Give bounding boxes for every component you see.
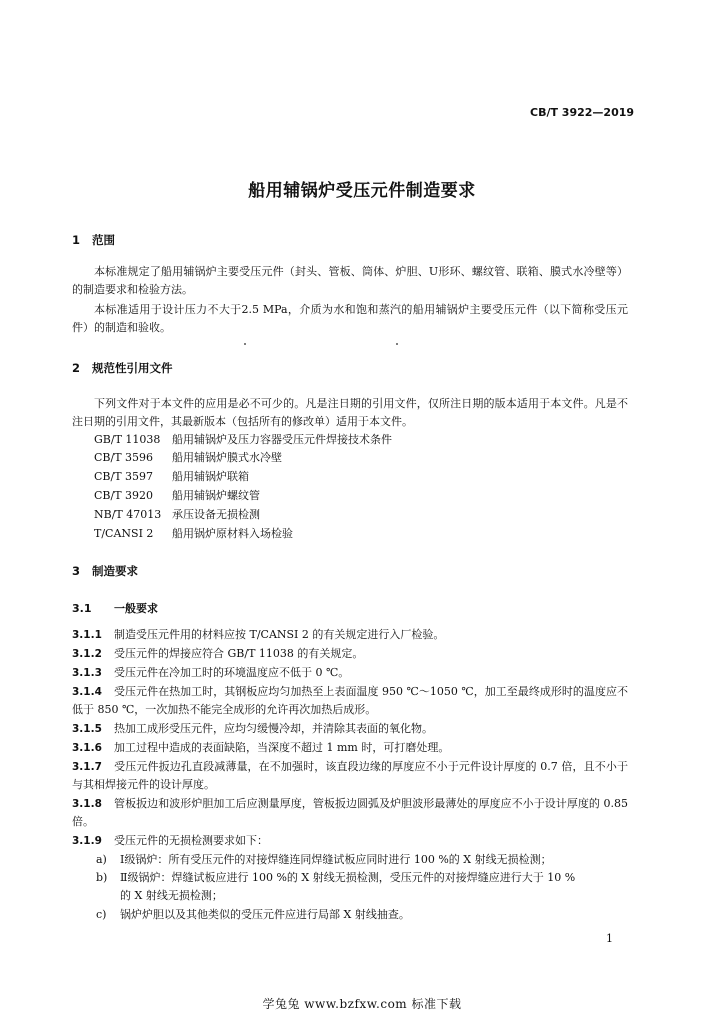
clause	[72, 720, 628, 738]
clause	[72, 739, 628, 757]
clause-number: 3.1.5	[72, 723, 102, 735]
reference-code: CB/T 3920	[94, 489, 154, 502]
clause-number: 3.1.9	[72, 835, 102, 847]
references-intro: 下列文件对于本文件的应用是必不可少的。凡是注日期的引用文件，仅所注日期的版本适用于本文件。凡是不注日期的引用文件，其最新版本（包括所有的修改单）适用于本文件。	[72, 397, 628, 428]
document-number: CB/T 3922—2019	[530, 106, 635, 119]
reference-code: NB/T 47013	[94, 508, 162, 521]
clause	[72, 645, 628, 663]
clause-text: 受压元件的焊接应符合 GB/T 11038 的有关规定。	[114, 647, 364, 660]
download-footer: 学兔兔 www.bzfxw.com 标准下载	[262, 997, 462, 1011]
list-item	[96, 851, 628, 869]
reference-title: 承压设备无损检测	[172, 508, 260, 521]
list-item	[96, 906, 628, 924]
subsection-title: 一般要求	[114, 602, 158, 615]
list-item-text: Ⅰ级锅炉：所有受压元件的对接焊缝连同焊缝试板应同时进行 100 %的 X 射线无损检测；	[120, 853, 552, 866]
reference-code: GB/T 11038	[94, 433, 161, 446]
page-number: 1	[606, 932, 613, 945]
clause	[72, 795, 628, 831]
section-1-heading	[72, 232, 115, 248]
reference-title: 船用辅锅炉联箱	[172, 470, 249, 483]
reference-title: 船用辅锅炉膜式水冷壁	[172, 451, 282, 464]
section-number: 3	[72, 564, 81, 578]
clause-number: 3.1.4	[72, 686, 102, 698]
document-title: 船用辅锅炉受压元件制造要求	[248, 181, 476, 201]
subsection-3-1-heading	[72, 600, 158, 616]
clause-number: 3.1.8	[72, 798, 102, 810]
scan-speck	[396, 343, 398, 345]
scope-paragraph-2: 本标准适用于设计压力不大于2.5 MPa，介质为水和饱和蒸汽的船用辅锅炉主要受压元件（以下简称受压元件）的制造和验收。	[72, 303, 628, 334]
subsection-number: 3.1	[72, 602, 92, 615]
section-number: 2	[72, 361, 81, 375]
section-2-heading	[72, 360, 173, 376]
reference-item	[94, 525, 293, 543]
clause-text: 加工过程中造成的表面缺陷，当深度不超过 1 mm 时，可打磨处理。	[114, 741, 450, 754]
scope-paragraph-1: 本标准规定了船用辅锅炉主要受压元件（封头、管板、筒体、炉胆、U形环、螺纹管、联箱、膜式水冷壁等）的制造要求和检验方法。	[72, 265, 628, 296]
list-item-text: Ⅱ级锅炉：焊缝试板应进行 100 %的 X 射线无损检测，受压元件的对接焊缝应进行大于 10 %	[120, 871, 576, 884]
clause-number: 3.1.7	[72, 761, 102, 773]
clause	[72, 626, 628, 644]
section-3-heading	[72, 563, 138, 579]
clause-text: 受压元件在热加工时，其钢板应均匀加热至上表面温度 950 ℃～1050 ℃，加工至最终成形时的温度应不低于 850 ℃，一次加热不能完全成形的允许再次加热后成形。	[72, 685, 628, 716]
reference-item	[94, 468, 249, 486]
clause-text: 受压元件的无损检测要求如下：	[114, 834, 268, 847]
reference-item	[94, 449, 282, 467]
reference-code: T/CANSI 2	[94, 527, 154, 540]
clause-number: 3.1.2	[72, 648, 102, 660]
list-marker: b)	[96, 871, 108, 884]
section-title: 制造要求	[92, 564, 138, 578]
clause	[72, 758, 628, 794]
clause-text: 制造受压元件用的材料应按 T/CANSI 2 的有关规定进行入厂检验。	[114, 628, 445, 641]
clause-text: 管板扳边和波形炉胆加工后应测量厚度，管板扳边圆弧及炉胆波形最薄处的厚度应不小于设计厚度的 0.85 倍。	[72, 797, 628, 828]
clause	[72, 832, 628, 850]
reference-item	[94, 506, 260, 524]
reference-item	[94, 431, 392, 449]
clause-number: 3.1.3	[72, 667, 102, 679]
clause-number: 3.1.6	[72, 742, 102, 754]
list-item-text: 锅炉炉胆以及其他类似的受压元件应进行局部 X 射线抽查。	[120, 908, 410, 921]
reference-title: 船用辅锅炉及压力容器受压元件焊接技术条件	[172, 433, 392, 446]
section-title: 规范性引用文件	[92, 361, 173, 375]
list-marker: a)	[96, 853, 107, 866]
reference-code: CB/T 3596	[94, 451, 154, 464]
clause-text: 受压元件扳边孔直段减薄量，在不加强时，该直段边缘的厚度应不小于元件设计厚度的 0.7 倍，且不小于与其相焊接元件的设计厚度。	[72, 760, 628, 791]
list-item-continuation: 的 X 射线无损检测；	[120, 889, 223, 902]
clause-text: 热加工成形受压元件，应均匀缓慢冷却，并清除其表面的氧化物。	[114, 722, 433, 735]
section-title: 范围	[92, 233, 115, 247]
reference-code: CB/T 3597	[94, 470, 154, 483]
clause-text: 受压元件在冷加工时的环境温度应不低于 0 ℃。	[114, 666, 350, 679]
list-marker: c)	[96, 908, 107, 921]
reference-title: 船用辅锅炉螺纹管	[172, 489, 260, 502]
section-number: 1	[72, 233, 81, 247]
scan-speck	[244, 343, 246, 345]
clause	[72, 683, 628, 719]
clause-number: 3.1.1	[72, 629, 102, 641]
list-item	[96, 869, 628, 905]
reference-item	[94, 487, 260, 505]
clause	[72, 664, 628, 682]
reference-title: 船用锅炉原材料入场检验	[172, 527, 293, 540]
